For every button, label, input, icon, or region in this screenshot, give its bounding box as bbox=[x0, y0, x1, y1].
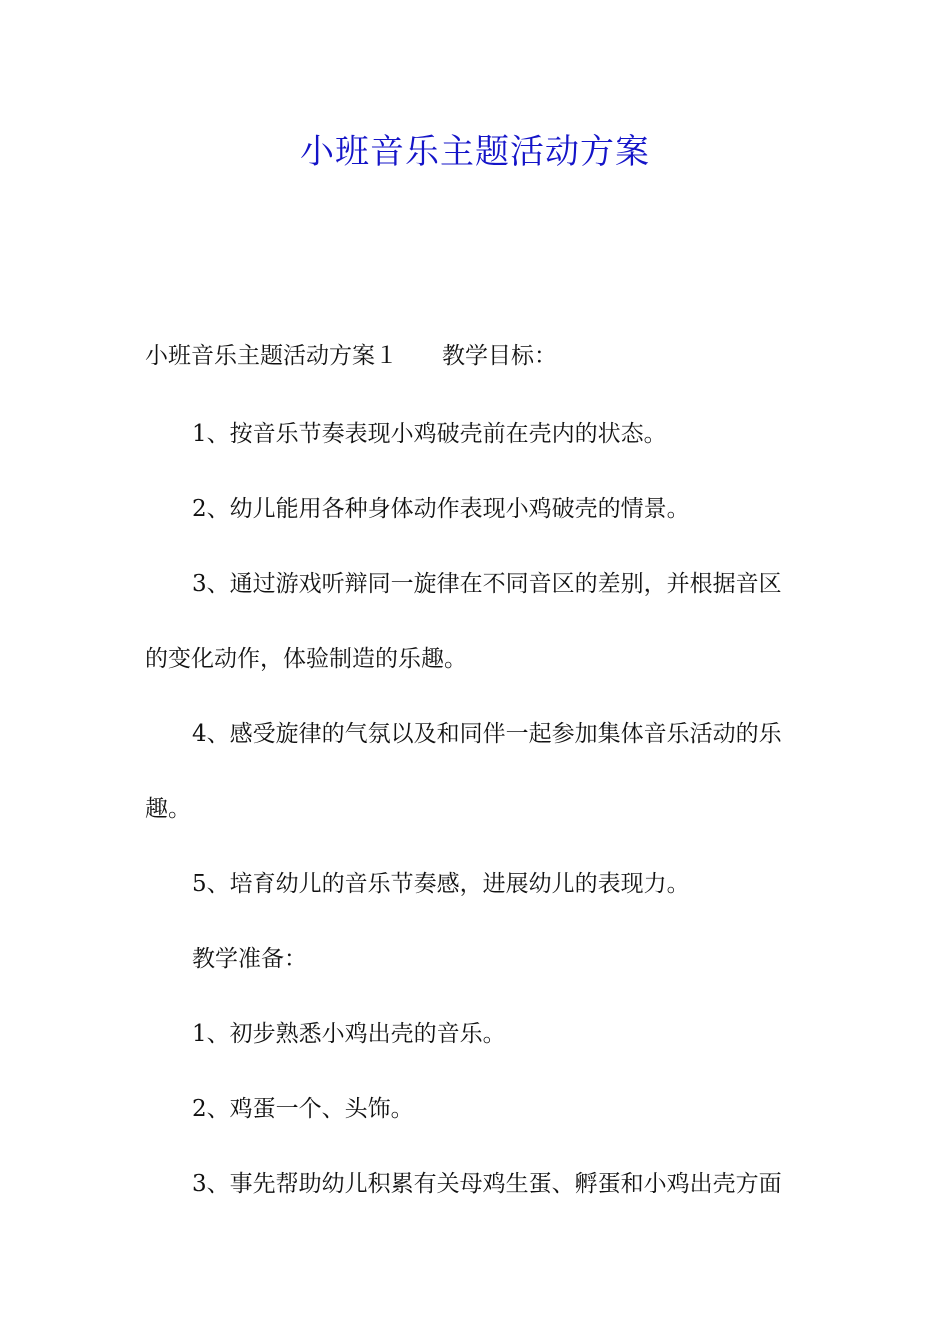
paragraph-line: 趣。 bbox=[145, 796, 191, 822]
paragraph-line: 2、鸡蛋一个、头饰。 bbox=[192, 1096, 414, 1122]
subheading-line: 教学准备： bbox=[192, 946, 307, 972]
paragraph-line: 4、感受旋律的气氛以及和同伴一起参加集体音乐活动的乐 bbox=[192, 721, 782, 747]
document-title: 小班音乐主题活动方案 bbox=[300, 132, 650, 172]
paragraph-line: 5、培育幼儿的音乐节奏感，进展幼儿的表现力。 bbox=[192, 871, 690, 897]
paragraph-line: 1、按音乐节奏表现小鸡破壳前在壳内的状态。 bbox=[192, 421, 667, 447]
paragraph-line: 2、幼儿能用各种身体动作表现小鸡破壳的情景。 bbox=[192, 496, 690, 522]
paragraph-line: 3、事先帮助幼儿积累有关母鸡生蛋、孵蛋和小鸡出壳方面 bbox=[192, 1171, 782, 1197]
paragraph-line: 1、初步熟悉小鸡出壳的音乐。 bbox=[192, 1021, 506, 1047]
section-heading: 小班音乐主题活动方案１ bbox=[145, 343, 398, 369]
paragraph-line: 3、通过游戏听辩同一旋律在不同音区的差别，并根据音区 bbox=[192, 571, 782, 597]
section-label: 教学目标： bbox=[442, 343, 557, 369]
paragraph-line: 的变化动作，体验制造的乐趣。 bbox=[145, 646, 467, 672]
section-heading-line bbox=[145, 340, 557, 372]
